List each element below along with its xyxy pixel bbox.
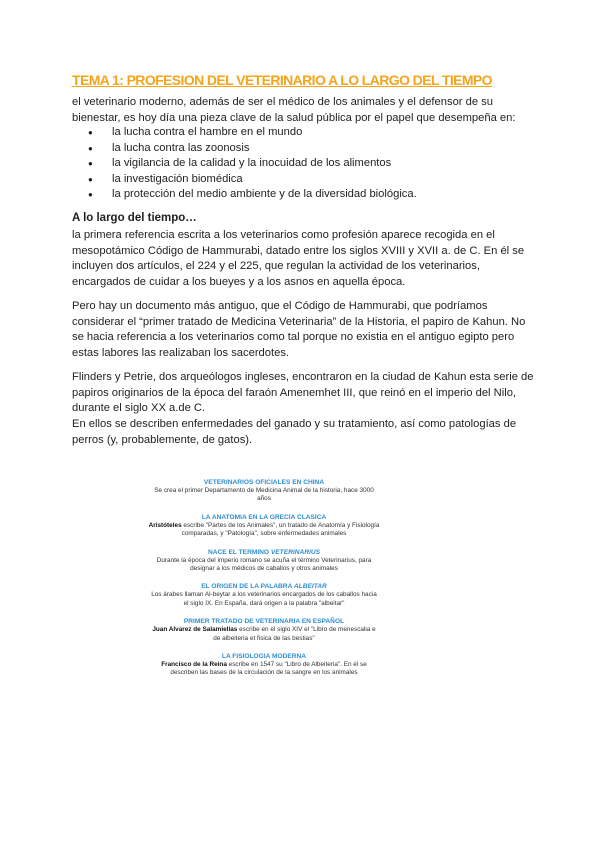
timeline-author: Juan Alvarez de Salamiellas: [152, 626, 238, 634]
timeline-entry-china: [148, 478, 380, 504]
timeline-text: Se crea el primer Departamento de Medicina Animal de la historia, hace 3000 años: [154, 487, 374, 503]
timeline-author: Aristóteles: [148, 521, 182, 529]
timeline-entry-albeitar: [148, 582, 380, 608]
history-heading: A lo largo del tiempo…: [72, 212, 197, 224]
history-paragraph-kahun: Pero hay un documento más antiguo, que el Código de Hammurabi, que podríamos considerar el “primer tratado de Medicina Veterinaria” de la Historia, el papiro de Kahun. No se hacia referencia a los veterinarios como tal porque no existia en el antiguo egipto pero estas labores las realizaban los sacerdotes.: [72, 300, 526, 359]
timeline-entry-veterinarius: [148, 548, 380, 574]
list-item: ● la vigilancia de la calidad y la inocuidad de los alimentos: [88, 156, 528, 172]
timeline-title-term: VETERINARIUS: [270, 548, 320, 556]
timeline-text: Durante la época del imperio romano se acuña el término Veterinarius, para designar a los médicos de caballos y otros animales: [156, 556, 372, 573]
timeline-text: escribe en 1547 su "Libro de Albeiteria". En él se describen las bases de la circulación de la sangre en los animales: [170, 661, 367, 677]
intro-paragraph: el veterinario moderno, además de ser el médico de los animales y el defensor de su bienestar, es hoy día una pieza clave de la salud pública por el papel que desempeña en:: [72, 96, 516, 124]
history-timeline-figure: [148, 478, 380, 687]
timeline-entry-greece: [148, 513, 380, 539]
timeline-entry-modern-physiology: [148, 652, 380, 678]
timeline-entry-spanish-treatise: [148, 617, 380, 643]
list-item: ● la investigación biomédica: [88, 172, 528, 188]
timeline-title: PRIMER TRATADO DE VETERINARIA EN ESPAÑOL: [183, 618, 345, 626]
list-item: ● la protección del medio ambiente y de la diversidad biológica.: [88, 187, 528, 203]
document-title: TEMA 1: PROFESION DEL VETERINARIO A LO LARGO DEL TIEMPO: [72, 72, 492, 88]
timeline-title: LA ANATOMIA EN LA GRECIA CLASICA: [201, 513, 327, 521]
timeline-title: NACE EL TERMINO: [208, 548, 271, 556]
timeline-text: escribe en el siglo XIV el "Libro de menescalia e de albeiteria et fisica de las bestias": [213, 626, 376, 642]
history-paragraph-flinders-petrie: Flinders y Petrie, dos arqueólogos ingleses, encontraron en la ciudad de Kahun esta serie de papiros originarios de la época del faraón Amenemhet III, que reinó en el imperio del Nilo, durante el siglo XX a.de C.: [72, 371, 534, 415]
timeline-title: EL ORIGEN DE LA PALABRA: [201, 583, 294, 591]
timeline-title: VETERINARIOS OFICIALES EN CHINA: [203, 479, 325, 486]
timeline-author: Francisco de la Reina: [161, 661, 227, 669]
history-paragraph-diseases: En ellos se describen enfermedades del ganado y su tratamiento, así como patologías de perros (y, probablemente, de gatos).: [72, 418, 517, 446]
history-paragraph-hammurabi: la primera referencia escrita a los veterinarios como profesión aparece recogida en el mesopotámico Código de Hammurabi, datado entre los siglos XVIII y XVII a. de C. En él se incluyen dos artículos, el 224 y el 225, que regulan la actividad de los veterinarios, encargados de cuidar a los bueyes y a los asnos en aquella época.: [72, 229, 525, 288]
timeline-text: escribe "Partes de los Animales", un tratado de Anatomía y Fisiología comparadas, y "Patología", sobre enfermedades animales: [181, 521, 380, 538]
timeline-title-term: ALBEITAR: [293, 583, 327, 591]
list-item: ● la lucha contra las zoonosis: [88, 141, 528, 157]
list-item: ● la lucha contra el hambre en el mundo: [88, 125, 528, 141]
role-bullet-list: [88, 125, 528, 203]
timeline-title: LA FISIOLOGIA MODERNA: [221, 653, 307, 661]
timeline-text: Los árabes llaman Al-beytar a los veterinarios encargados de los caballos hacia el siglo IX. En España, dará origen a la palabra "albeitar": [151, 591, 377, 607]
